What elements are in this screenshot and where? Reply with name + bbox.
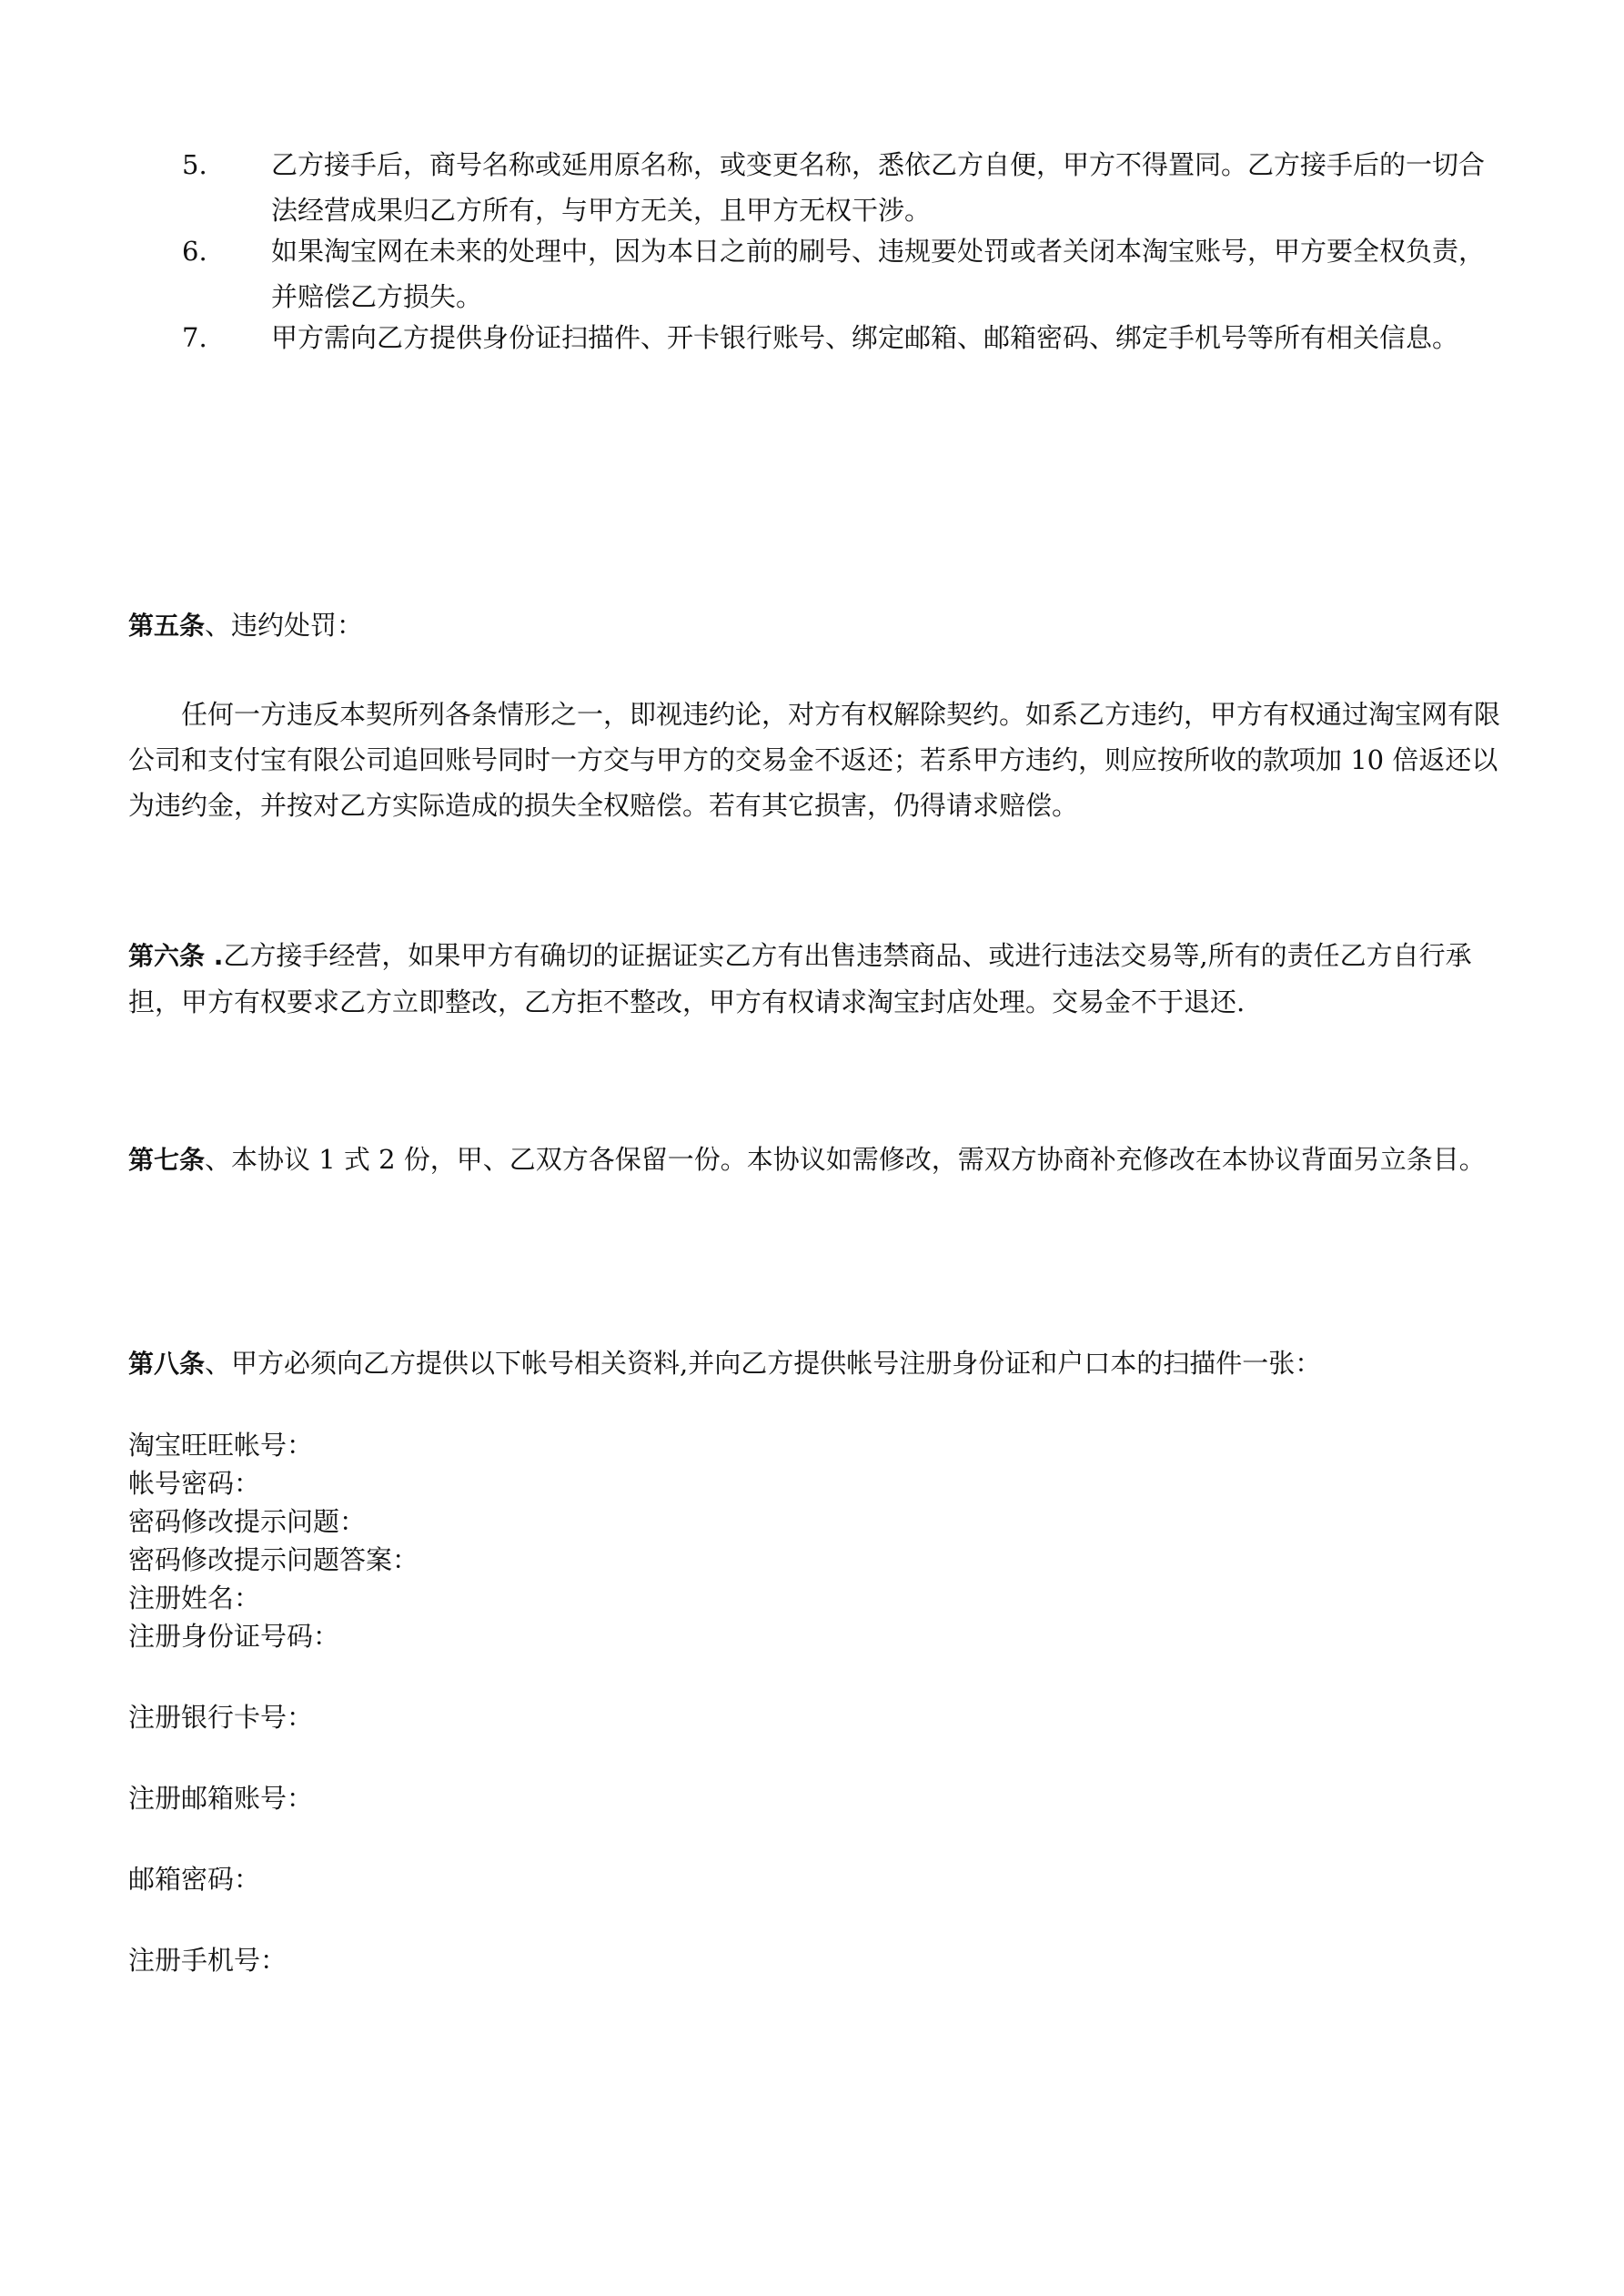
field-email-password: 邮箱密码： — [128, 1864, 261, 1895]
list-text: 甲方需向乙方提供身份证扫描件、开卡银行账号、绑定邮箱、邮箱密码、绑定手机号等所有相关信息。 — [271, 322, 1459, 353]
field-id-number: 注册身份证号码： — [128, 1621, 340, 1652]
list-number: 6. — [182, 236, 207, 267]
field-password-question: 密码修改提示问题： — [128, 1506, 367, 1537]
field-wangwang-account: 淘宝旺旺帐号： — [128, 1430, 314, 1461]
field-password-answer: 密码修改提示问题答案： — [128, 1544, 419, 1575]
list-item-7 — [182, 315, 1510, 406]
field-account-password: 帐号密码： — [128, 1468, 261, 1499]
field-phone-number: 注册手机号： — [128, 1945, 287, 1976]
article-6-body: 乙方接手经营，如果甲方有确切的证据证实乙方有出售违禁商品、或进行违法交易等,所有的责任乙方自行承担，甲方有权要求乙方立即整改，乙方拒不整改，甲方有权请求淘宝封店处理。交易金不于退还. — [128, 940, 1472, 1017]
list-text: 乙方接手后，商号名称或延用原名称，或变更名称，悉依乙方自便，甲方不得置同。乙方接手后的一切合法经营成果归乙方所有，与甲方无关，且甲方无权干涉。 — [271, 149, 1486, 226]
list-number: 5. — [182, 149, 207, 180]
field-registered-name: 注册姓名： — [128, 1583, 261, 1613]
article-5-title — [128, 602, 1510, 649]
article-7-heading: 第七条 — [128, 1145, 206, 1175]
article-8 — [128, 1340, 1510, 1387]
field-bank-card: 注册银行卡号： — [128, 1702, 314, 1733]
article-7-body: 、本协议 1 式 2 份，甲、乙双方各保留一份。本协议如需修改，需双方协商补充修改在本协议背面另立条目。 — [205, 1144, 1486, 1175]
article-5-heading: 第五条 — [128, 611, 206, 641]
list-text: 如果淘宝网在未来的处理中，因为本日之前的刷号、违规要处罚或者关闭本淘宝账号，甲方要全权负责，并赔偿乙方损失。 — [271, 236, 1486, 312]
article-7 — [128, 1137, 1510, 1183]
list-number: 7. — [182, 322, 207, 353]
article-5-body: 任何一方违反本契所列各条情形之一，即视违约论，对方有权解除契约。如系乙方违约，甲方有权通过淘宝网有限公司和支付宝有限公司追回账号同时一方交与甲方的交易金不返还；若系甲方违约，则应按所收的款项加 10 倍返还以为违约金，并按对乙方实际造成的损失全权赔偿。若有其它损害，仍得请求赔偿。 — [128, 699, 1501, 821]
article-6-heading: 第六条 . — [128, 941, 224, 971]
list-item-5 — [182, 142, 1510, 233]
field-email-account: 注册邮箱账号： — [128, 1783, 314, 1814]
article-8-body: 、甲方必须向乙方提供以下帐号相关资料,并向乙方提供帐号注册身份证和户口本的扫描件一张： — [205, 1348, 1322, 1379]
article-6 — [128, 933, 1510, 1025]
list-item-6 — [182, 228, 1510, 319]
article-8-heading: 第八条 — [128, 1349, 206, 1379]
article-5-title-rest: 、违约处罚： — [205, 610, 364, 641]
